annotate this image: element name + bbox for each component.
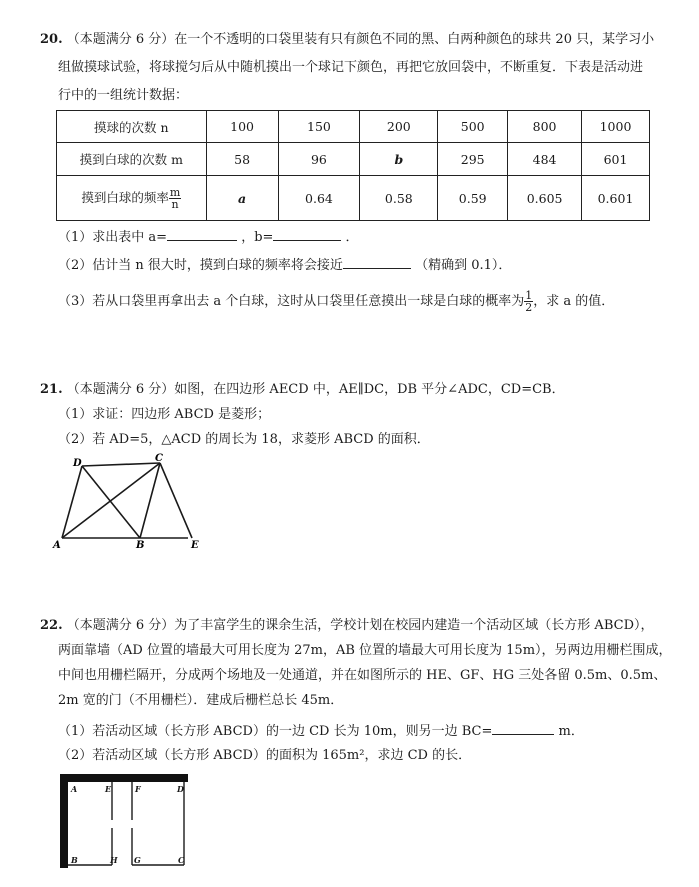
table-cell: 800 [508, 111, 582, 143]
activity-area-figure [58, 772, 198, 872]
table-row3-label-text: 摸到白球的频率 [81, 189, 169, 205]
label-e: E [105, 784, 112, 794]
answer-blank-a[interactable] [167, 226, 237, 241]
stats-table [56, 110, 650, 221]
q22-sub1-prefix: （1）若活动区域（长方形 ABCD）的一边 CD 长为 10m，则另一边 BC= [58, 724, 493, 739]
table-cell: 601 [582, 143, 650, 176]
q20-sub2 [58, 254, 511, 276]
q20-number: 20. [40, 32, 63, 47]
table-cell: 200 [360, 111, 438, 143]
table-header-label: 摸球的次数 n [57, 111, 207, 143]
answer-blank-estimate[interactable] [343, 254, 411, 269]
label-c: C [155, 453, 163, 464]
table-row [57, 111, 650, 143]
label-g: G [134, 855, 141, 865]
table-cell: 1000 [582, 111, 650, 143]
fraction-numerator: 1 [525, 289, 533, 302]
q20-sub2-prefix: （2）估计当 n 很大时，摸到白球的频率将会接近 [58, 258, 343, 273]
q22-line3: 中间也用栅栏隔开，分成两个场地及一处通道，并在如图所示的 HE、GF、HG 三处各留 0.5m、0.5m、 [58, 668, 667, 683]
probability-fraction [524, 290, 533, 313]
table-cell: 0.58 [360, 176, 438, 221]
label-c: C [178, 855, 185, 865]
label-d: D [177, 784, 184, 794]
table-cell: 484 [508, 143, 582, 176]
table-cell: 295 [438, 143, 508, 176]
q20-sub1-middle: ，b= [241, 230, 274, 245]
segment-dc [82, 463, 160, 466]
q21-line1 [40, 380, 565, 400]
segment-ac [62, 463, 160, 538]
table-cell: 0.64 [278, 176, 360, 221]
q20-text1: （本题满分 6 分）在一个不透明的口袋里装有只有颜色不同的黑、白两种颜色的球共 20 只，某学习小 [66, 32, 655, 47]
label-h: H [110, 855, 118, 865]
q22-line4: 2m 宽的门（不用栅栏）．建成后栅栏总长 45m． [58, 693, 344, 708]
q22-line1 [40, 616, 654, 636]
label-a: A [71, 784, 78, 794]
segment-db [82, 466, 140, 538]
table-cell: b [360, 143, 438, 176]
table-cell: 0.601 [582, 176, 650, 221]
table-cell: 150 [278, 111, 360, 143]
q22-sub2: （2）若活动区域（长方形 ABCD）的面积为 165m²，求边 CD 的长． [58, 748, 472, 763]
q20-line1 [40, 30, 654, 50]
q21-sub1: （1）求证：四边形 ABCD 是菱形； [58, 407, 271, 422]
wall-ab [60, 774, 68, 868]
segment-ce [160, 463, 192, 538]
frequency-fraction [169, 187, 181, 210]
table-row3-label [57, 176, 207, 221]
wall-ad [60, 774, 188, 782]
table-cell: 0.59 [438, 176, 508, 221]
q21-sub2: （2）若 AD=5，△ACD 的周长为 18，求菱形 ABCD 的面积． [58, 432, 430, 447]
rhombus-figure [50, 450, 210, 555]
table-cell: 100 [206, 111, 278, 143]
q20-sub1-end: ． [345, 230, 359, 245]
q21-text1: （本题满分 6 分）如图，在四边形 AECD 中，AE∥DC，DB 平分∠ADC，CD=CB． [66, 382, 565, 397]
table-cell: 96 [278, 143, 360, 176]
segment-cb [140, 463, 160, 538]
q22-sub1 [58, 720, 584, 742]
q20-sub3 [58, 290, 614, 313]
label-f: F [135, 784, 141, 794]
q20-sub2-suffix: （精确到 0.1）． [415, 258, 512, 273]
q20-sub3-suffix: ，求 a 的值． [533, 294, 615, 309]
q20-line3: 行中的一组统计数据： [58, 88, 189, 103]
fraction-denominator: 2 [525, 301, 533, 314]
table-row2-label: 摸到白球的次数 m [57, 143, 207, 176]
table-cell: a [206, 176, 278, 221]
label-b: B [136, 540, 145, 551]
fraction-numerator: m [169, 185, 181, 199]
q22-text1: （本题满分 6 分）为了丰富学生的课余生活，学校计划在校园内建造一个活动区域（长方形 ABCD）， [66, 618, 654, 633]
q22-sub1-suffix: m． [558, 724, 584, 739]
label-b: B [71, 855, 78, 865]
q20-sub3-prefix: （3）若从口袋里再拿出去 a 个白球，这时从口袋里任意摸出一球是白球的概率为 [58, 294, 525, 309]
q20-sub1-prefix: （1）求出表中 a= [58, 230, 168, 245]
table-cell: 0.605 [508, 176, 582, 221]
table-row [57, 143, 650, 176]
table-row [57, 176, 650, 221]
q20-sub1 [58, 226, 359, 248]
table-cell: 500 [438, 111, 508, 143]
label-e: E [191, 540, 199, 551]
label-a: A [53, 540, 61, 551]
segment-ad [62, 466, 82, 538]
answer-blank-b[interactable] [273, 226, 341, 241]
q21-number: 21. [40, 382, 63, 397]
table-cell: 58 [206, 143, 278, 176]
q22-number: 22. [40, 618, 63, 633]
answer-blank-bc[interactable] [492, 720, 554, 735]
q20-line2: 组做摸球试验，将球搅匀后从中随机摸出一个球记下颜色，再把它放回袋中，不断重复．下表是活动进 [58, 60, 644, 75]
q22-line2: 两面靠墙（AD 位置的墙最大可用长度为 27m，AB 位置的墙最大可用长度为 15m），另两边用栅栏围成， [58, 643, 672, 658]
label-d: D [73, 458, 82, 469]
fraction-denominator: n [171, 197, 179, 211]
